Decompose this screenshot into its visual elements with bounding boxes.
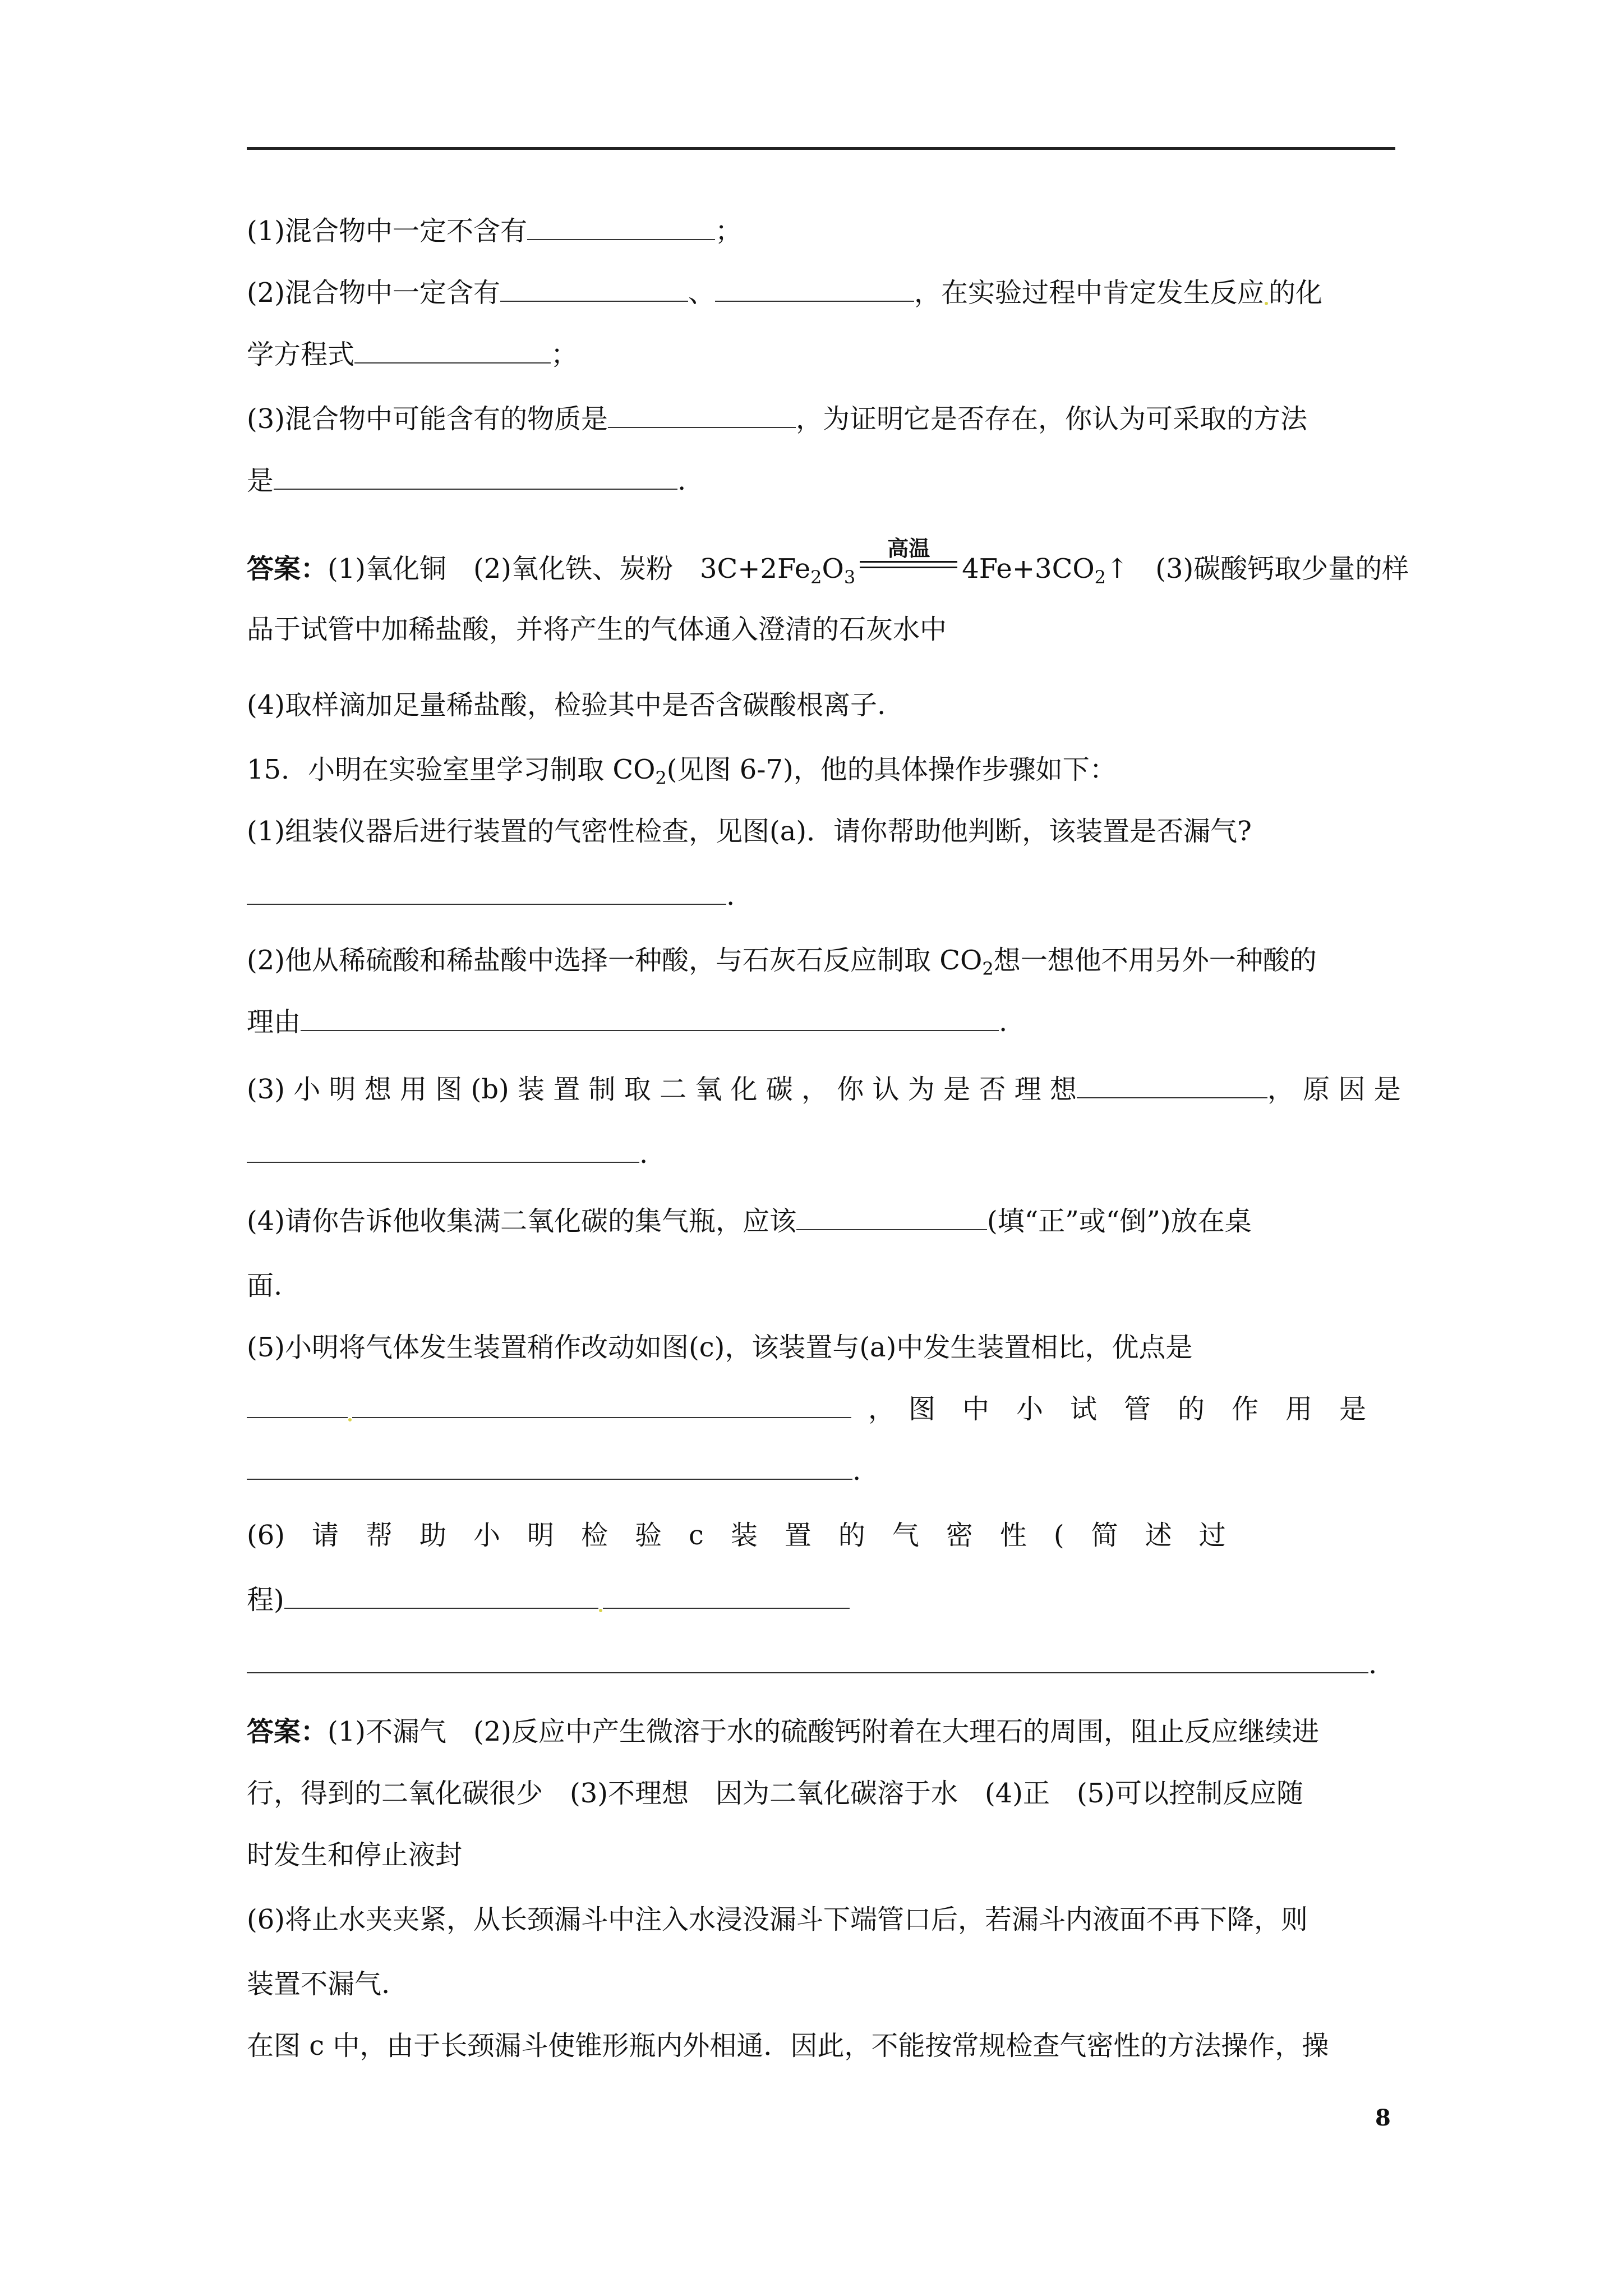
answer-blank[interactable] <box>284 1582 598 1609</box>
answer-blank[interactable] <box>352 1391 851 1418</box>
answer2-line4: (6)将止水夹夹紧，从长颈漏斗中注入水浸没漏斗下端管口后，若漏斗内液面不再下降，则 <box>247 1904 1308 1935</box>
answer-blank[interactable] <box>247 1646 1368 1673</box>
equals-bar <box>860 561 957 563</box>
answer-blank[interactable] <box>247 878 726 905</box>
answer2-line2: 行，得到的二氧化碳很少 (3)不理想 因为二氧化碳溶于水 (4)正 (5)可以控制反应随 <box>247 1778 1303 1809</box>
answer-blank[interactable] <box>796 1203 987 1230</box>
q3-part3-cont: 是 . <box>247 463 686 499</box>
q15-part5-cont: ， 图 中 小 试 管 的 作 用 是 <box>247 1391 1366 1427</box>
q15-part4: (4)请你告诉他收集满二氧化碳的集气瓶，应该 (填“正”或“倒”)放在桌 <box>247 1203 1252 1239</box>
q3-part1: (1)混合物中一定不含有 ； <box>247 213 742 249</box>
answer-label: 答案： <box>247 553 328 585</box>
stray-dot <box>599 1609 602 1612</box>
answer-blank[interactable] <box>247 1453 852 1480</box>
q15-part3: (3) 小 明 想 用 图 (b) 装 置 制 取 二 氧 化 碳 ， 你 认 为 是 否 理 想 ， 原 因 是 <box>247 1071 1401 1107</box>
stray-dot <box>348 1418 352 1421</box>
answer-blank[interactable] <box>274 463 677 490</box>
q15-part2: (2)他从稀硫酸和稀盐酸中选择一种酸，与石灰石反应制取 $CO_2$想一想他不用另外一种酸的 <box>247 945 1317 979</box>
answer2-line3: 时发生和停止液封 <box>247 1839 463 1871</box>
q3-part2-cont: 学方程式 ； <box>247 337 578 372</box>
answer2-line1: 答案：(1)不漏气 (2)反应中产生微溶于水的硫酸钙附着在大理石的周围，阻止反应继续进 <box>247 1716 1320 1747</box>
q3-part3: (3)混合物中可能含有的物质是 ，为证明它是否存在，你认为可采取的方法 <box>247 401 1307 437</box>
q15-part1-cont: . <box>247 878 735 914</box>
q15-part2-cont: 理由 . <box>247 1004 1007 1040</box>
q15-part6: (6) 请 帮 助 小 明 检 验 c 装 置 的 气 密 性 ( 简 述 过 <box>247 1520 1226 1551</box>
reaction-condition: 高温 <box>855 550 962 578</box>
answer2-line6: 在图 c 中，由于长颈漏斗使锥形瓶内外相通．因此，不能按常规检查气密性的方法操作，操 <box>247 2030 1329 2062</box>
answer1-line2: 品于试管中加稀盐酸，并将产生的气体通入澄清的石灰水中 <box>247 614 947 645</box>
stray-dot <box>1265 302 1268 305</box>
q15-part5: (5)小明将气体发生装置稍作改动如图(c)，该装置与(a)中发生装置相比，优点是 <box>247 1332 1193 1363</box>
q15-header: 15．小明在实验室里学习制取 $CO_2$(见图 6-7)，他的具体操作步骤如下： <box>247 754 1117 789</box>
q15-part6-cont: 程) <box>247 1582 850 1618</box>
answer1-line3: (4)取样滴加足量稀盐酸，检验其中是否含碳酸根离子. <box>247 689 886 721</box>
equals-bar <box>860 567 957 568</box>
page-number: 8 <box>1375 2105 1391 2131</box>
answer2-line5: 装置不漏气. <box>247 1968 390 2000</box>
q15-part5-cont2: . <box>247 1453 861 1489</box>
answer-blank[interactable] <box>527 213 715 240</box>
q15-part3-cont: . <box>247 1136 648 1172</box>
answer1-line1: 答案：(1)氧化铜 (2)氧化铁、炭粉 $3C+2Fe_2O_3$ 高温 $4Fe+3CO_2↑$ (3)碳酸钙取少量的样 <box>247 536 1409 588</box>
answer-label: 答案： <box>247 1716 328 1747</box>
answer-blank[interactable] <box>301 1004 999 1031</box>
q3-part2: (2)混合物中一定含有 、 ，在实验过程中肯定发生反应 的化 <box>247 275 1322 311</box>
q15-part6-cont2: . <box>247 1646 1377 1682</box>
answer-blank[interactable] <box>247 1136 639 1163</box>
header-rule <box>247 147 1395 150</box>
answer-blank[interactable] <box>603 1582 850 1609</box>
answer-blank[interactable] <box>500 275 688 302</box>
answer-blank[interactable] <box>1077 1071 1267 1098</box>
answer-blank[interactable] <box>354 337 551 364</box>
answer-blank[interactable] <box>608 401 796 428</box>
answer-blank[interactable] <box>715 275 914 302</box>
q15-part4-cont: 面. <box>247 1270 283 1301</box>
q15-part1: (1)组装仪器后进行装置的气密性检查，见图(a)．请你帮助他判断，该装置是否漏气? <box>247 816 1252 847</box>
answer-blank[interactable] <box>247 1391 348 1418</box>
